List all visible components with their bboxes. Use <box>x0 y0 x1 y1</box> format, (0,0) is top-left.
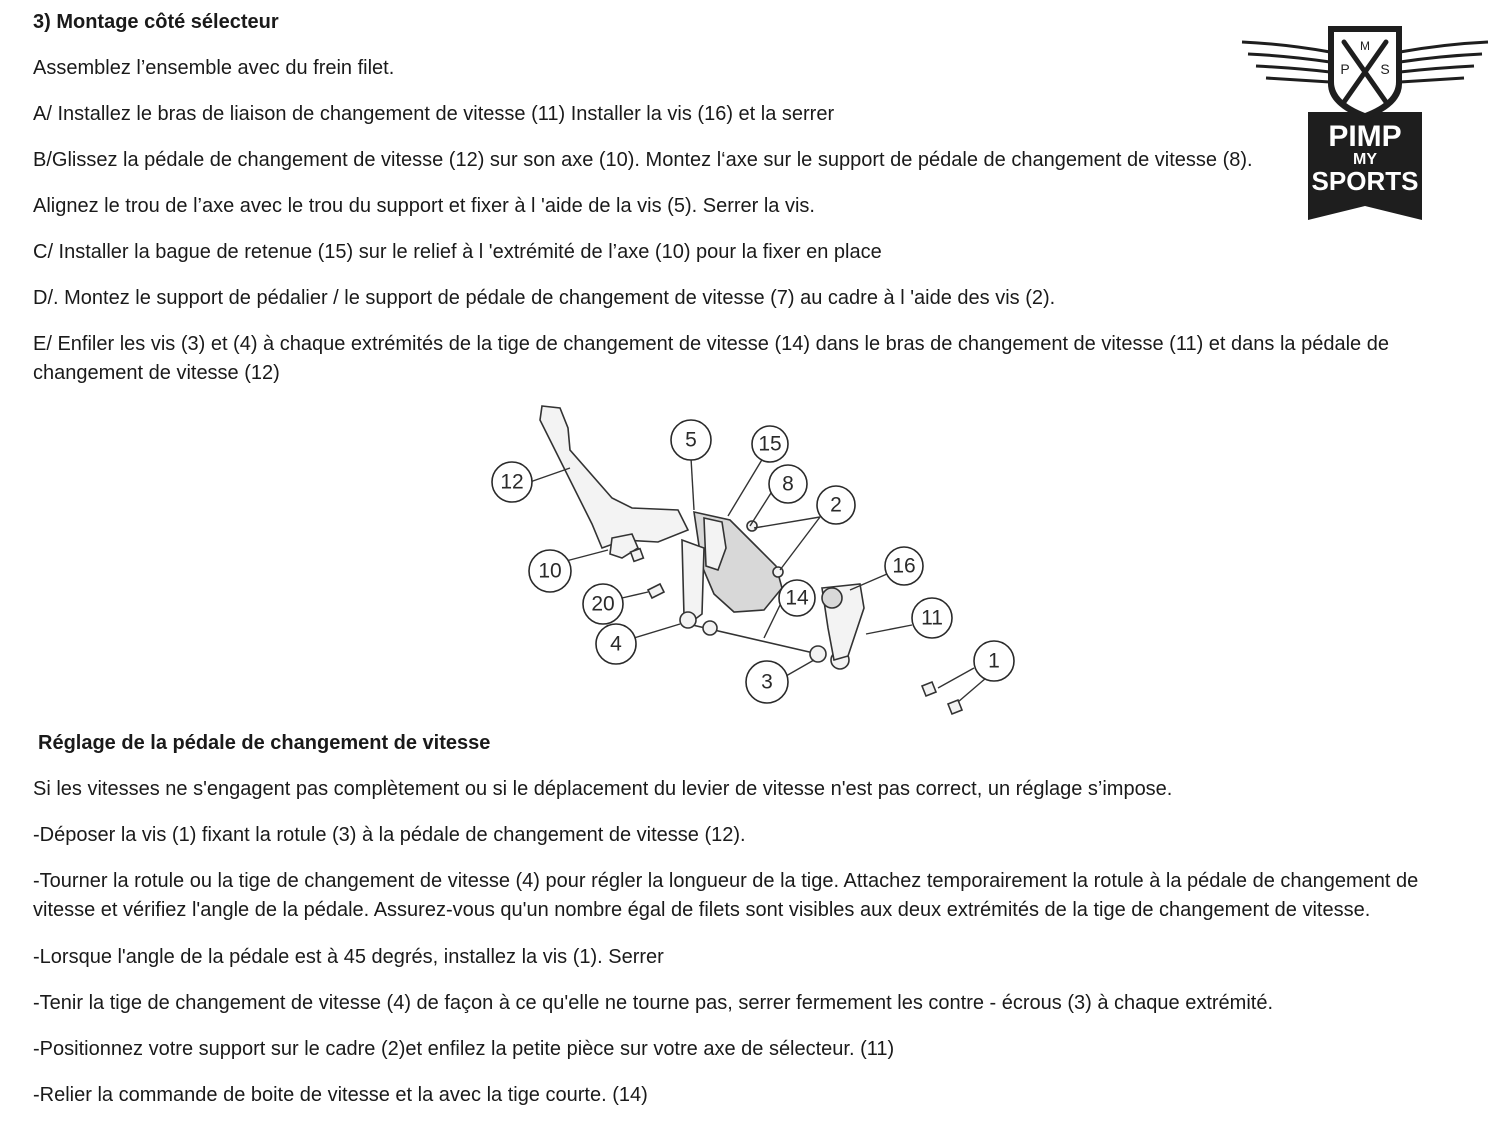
callout-12 <box>492 462 532 502</box>
callout-15 <box>752 426 788 462</box>
section2-paragraph: -Lorsque l'angle de la pédale est à 45 degrés, installez la vis (1). Serrer <box>33 946 664 968</box>
logo-letter-p: P <box>1340 61 1350 77</box>
svg-text:11: 11 <box>921 606 943 630</box>
section2-paragraph: -Tenir la tige de changement de vitesse (4) de façon à ce qu'elle ne tourne pas, serrer fermement les contre - écrous (3) à chaque extrémité. <box>33 992 1274 1014</box>
logo-line3: SPORTS <box>1311 166 1419 196</box>
step-c: C/ Installer la bague de retenue (15) sur le relief à l 'extrémité de l’axe (10) pour la fixer en place <box>33 241 882 263</box>
callout-1 <box>974 641 1014 681</box>
step-b: B/Glissez la pédale de changement de vitesse (12) sur son axe (10). Montez l‘axe sur le support de pédale de changement de vitesse (8). <box>33 149 1253 171</box>
intro-text: Assemblez l’ensemble avec du frein filet. <box>33 57 395 79</box>
svg-text:3: 3 <box>761 670 773 694</box>
section2-paragraph: -Positionnez votre support sur le cadre (2)et enfilez la petite pièce sur votre axe de sélecteur. (11) <box>33 1038 895 1060</box>
callout-8 <box>769 465 807 503</box>
callout-16 <box>885 547 923 585</box>
svg-text:4: 4 <box>610 632 622 656</box>
svg-text:16: 16 <box>892 554 916 578</box>
svg-text:20: 20 <box>591 592 615 616</box>
section2-paragraph: Si les vitesses ne s'engagent pas complètement ou si le déplacement du levier de vitesse n'est pas correct, un réglage s’impose. <box>33 778 1173 800</box>
step-d: D/. Montez le support de pédalier / le support de pédale de changement de vitesse (7) au cadre à l 'aide des vis (2). <box>33 287 1056 309</box>
callout-11 <box>912 598 952 638</box>
callout-14 <box>779 580 815 616</box>
callout-3 <box>746 661 788 703</box>
svg-text:5: 5 <box>685 428 697 452</box>
section2-paragraph: -Relier la commande de boite de vitesse et la avec la tige courte. (14) <box>33 1084 648 1106</box>
section-heading: 3) Montage côté sélecteur <box>33 11 279 33</box>
logo-line2: MY <box>1353 151 1377 168</box>
shifter-assembly-diagram <box>482 398 1032 723</box>
callout-20 <box>583 584 623 624</box>
section2-title: Réglage de la pédale de changement de vitesse <box>38 732 491 754</box>
svg-text:1: 1 <box>988 649 1000 673</box>
callout-4 <box>596 624 636 664</box>
logo-line1: PIMP <box>1328 120 1402 153</box>
svg-text:14: 14 <box>785 586 809 610</box>
step-b-cont: Alignez le trou de l’axe avec le trou du support et fixer à l 'aide de la vis (5). Serrer la vis. <box>33 195 815 217</box>
small-piece-20 <box>648 584 664 598</box>
svg-text:8: 8 <box>782 472 794 496</box>
svg-text:10: 10 <box>538 559 562 583</box>
shift-pedal-12 <box>540 406 688 548</box>
step-a: A/ Installez le bras de liaison de changement de vitesse (11) Installer la vis (16) et la serrer <box>33 103 835 125</box>
section2-paragraph: -Déposer la vis (1) fixant la rotule (3) à la pédale de changement de vitesse (12). <box>33 824 746 846</box>
callout-5 <box>671 420 711 460</box>
svg-text:15: 15 <box>758 432 782 456</box>
callout-10 <box>529 550 571 592</box>
callout-2 <box>817 486 855 524</box>
svg-text:12: 12 <box>500 470 524 494</box>
section2-paragraph: -Tourner la rotule ou la tige de changement de vitesse (4) pour régler la longueur de la tige. Attachez temporairement la rotule à la pédale de changement de vitesse et vérifiez l'angle de la pédale. Assurez-vous qu'un nombre égal de filets sont visibles aux deux extrémités de la tige de changement de vitesse. <box>33 870 1419 921</box>
logo-letter-s: S <box>1380 61 1390 77</box>
logo-letter-m: M <box>1360 39 1370 53</box>
svg-text:2: 2 <box>830 493 842 517</box>
step-e: E/ Enfiler les vis (3) et (4) à chaque extrémités de la tige de changement de vitesse (14) dans le bras de changement de vitesse (11) et dans la pédale de changement de vitesse (12) <box>33 333 1389 384</box>
pimp-my-sports-logo <box>1240 22 1490 222</box>
